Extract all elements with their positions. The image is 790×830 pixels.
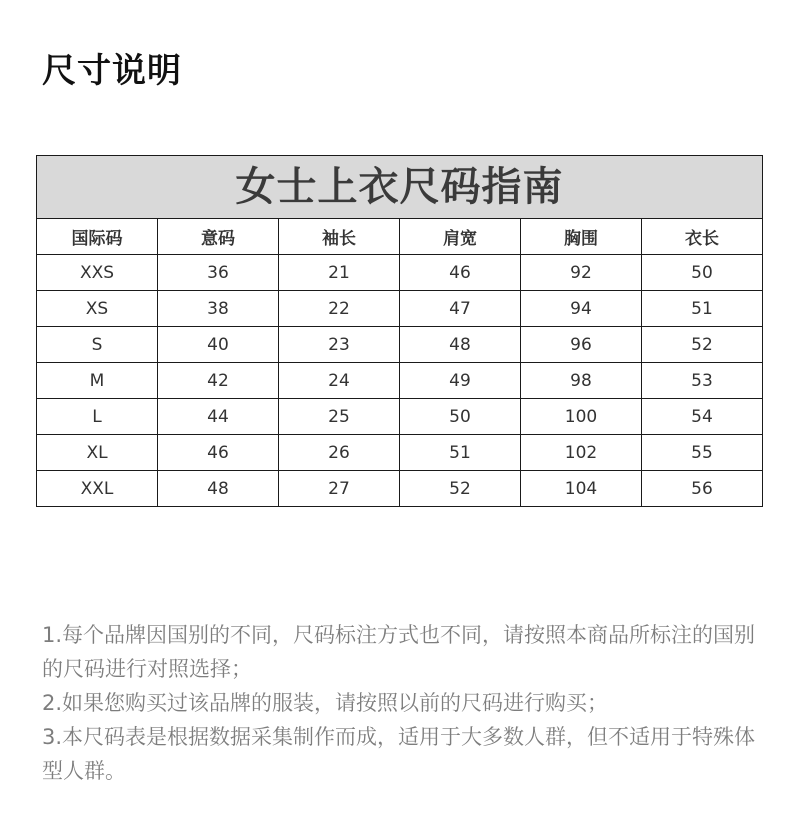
table-cell: 55 [642, 435, 763, 471]
table-cell: 21 [279, 255, 400, 291]
note-item: 1.每个品牌因国别的不同，尺码标注方式也不同，请按照本商品所标注的国别的尺码进行对照选择； [42, 623, 756, 681]
table-cell: 98 [521, 363, 642, 399]
table-row [37, 399, 763, 435]
table-cell: 104 [521, 471, 642, 507]
table-row [37, 471, 763, 507]
note-item: 2.如果您购买过该品牌的服装，请按照以前的尺码进行购买； [42, 691, 609, 715]
table-cell: 36 [158, 255, 279, 291]
table-cell: 44 [158, 399, 279, 435]
table-cell: 26 [279, 435, 400, 471]
table-cell: XXS [37, 255, 158, 291]
table-cell: S [37, 327, 158, 363]
table-cell: 48 [400, 327, 521, 363]
size-chart-table [36, 155, 763, 507]
column-header-italian-size: 意码 [158, 219, 279, 255]
table-cell: 47 [400, 291, 521, 327]
table-cell: L [37, 399, 158, 435]
table-cell: 52 [400, 471, 521, 507]
table-cell: 40 [158, 327, 279, 363]
page-title: 尺寸说明 [42, 51, 182, 91]
table-row [37, 435, 763, 471]
table-cell: XL [37, 435, 158, 471]
table-cell: 25 [279, 399, 400, 435]
table-cell: 49 [400, 363, 521, 399]
table-row [37, 255, 763, 291]
table-cell: 96 [521, 327, 642, 363]
table-cell: 46 [158, 435, 279, 471]
table-cell: 42 [158, 363, 279, 399]
table-cell: 51 [400, 435, 521, 471]
table-title-row [37, 156, 763, 219]
table-header-row [37, 219, 763, 255]
table-cell: 100 [521, 399, 642, 435]
column-header-bust: 胸围 [521, 219, 642, 255]
column-header-shoulder-width: 肩宽 [400, 219, 521, 255]
note-item: 3.本尺码表是根据数据采集制作而成，适用于大多数人群，但不适用于特殊体型人群。 [42, 725, 756, 783]
table-cell: 52 [642, 327, 763, 363]
table-cell: 50 [400, 399, 521, 435]
table-cell: 92 [521, 255, 642, 291]
table-cell: 22 [279, 291, 400, 327]
table-cell: 38 [158, 291, 279, 327]
table-cell: 23 [279, 327, 400, 363]
column-header-sleeve-length: 袖长 [279, 219, 400, 255]
table-title: 女士上衣尺码指南 [37, 156, 763, 219]
table-cell: 27 [279, 471, 400, 507]
table-cell: XS [37, 291, 158, 327]
table-cell: 46 [400, 255, 521, 291]
table-cell: 24 [279, 363, 400, 399]
table-cell: 48 [158, 471, 279, 507]
column-header-international-size: 国际码 [37, 219, 158, 255]
table-cell: 51 [642, 291, 763, 327]
table-cell: M [37, 363, 158, 399]
table-cell: 53 [642, 363, 763, 399]
table-cell: 102 [521, 435, 642, 471]
column-header-garment-length: 衣长 [642, 219, 763, 255]
table-row [37, 363, 763, 399]
table-cell: XXL [37, 471, 158, 507]
size-notes [42, 618, 762, 788]
table-cell: 56 [642, 471, 763, 507]
table-row [37, 327, 763, 363]
table-cell: 94 [521, 291, 642, 327]
table-cell: 50 [642, 255, 763, 291]
table-row [37, 291, 763, 327]
table-cell: 54 [642, 399, 763, 435]
